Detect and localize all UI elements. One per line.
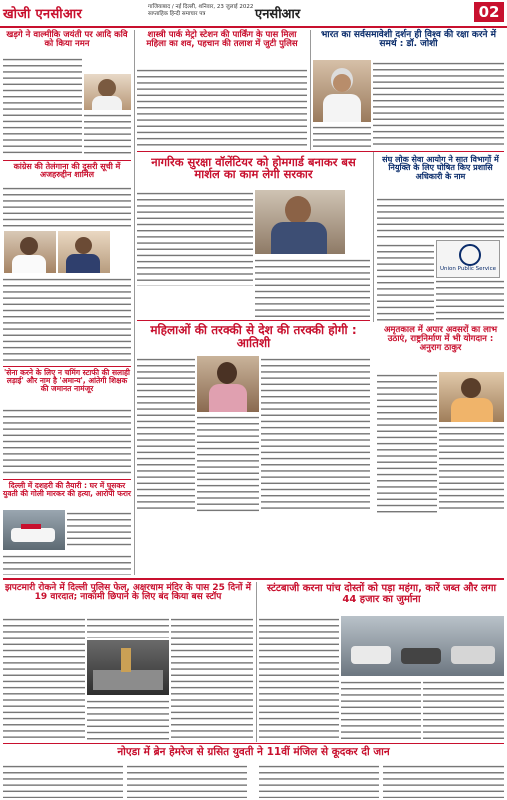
congress-photo-1: [4, 231, 56, 273]
civil-body-2: [255, 257, 370, 317]
kharge-headline: खड़गे ने वाल्मीकि जयंती पर आदि कवि को किया नमन: [6, 30, 128, 49]
delhi-headline: दिल्ली में दशहरी की तैयारी : घर में घुसकर युवती की गोली मारकर की हत्या, आरोपी फरार: [3, 481, 131, 498]
delhi-body-2: [3, 553, 131, 575]
delhi-body: [67, 510, 131, 550]
civil-body: [137, 190, 253, 286]
anurag-photo: [439, 372, 504, 422]
stunt-photo: [341, 616, 504, 676]
upsc-body: [377, 196, 504, 241]
kharge-body-2: [84, 112, 131, 156]
sena-body: [3, 407, 131, 477]
newspaper-logo: खोजी एनसीआर: [3, 7, 83, 22]
jhapat-photo: [87, 640, 169, 695]
jhapat-body: [3, 616, 85, 740]
masthead: [0, 0, 507, 28]
police-car-photo: [3, 510, 65, 550]
congress-body: [3, 185, 131, 229]
noida-body-2: [127, 763, 247, 798]
stunt-body-3: [423, 679, 504, 740]
women-body-2: [197, 414, 259, 513]
anurag-headline: अमृतकाल में अपार अवसरों का लाभ उठाएं, राष्ट्रनिर्माण में भी योगदान : अनुराग ठाकुर: [383, 325, 498, 353]
stunt-body-2: [341, 679, 421, 740]
stunt-headline: स्टंटबाजी करना पांच दोस्तों को पड़ा महंगा, कारें जब्त और लगा 44 हजार का जुर्माना: [266, 583, 497, 605]
kharge-body: [3, 56, 82, 156]
joshi-photo: [313, 60, 371, 122]
jhapat-body-3: [87, 698, 169, 740]
women-body-3: [261, 356, 370, 513]
anurag-body-2: [439, 424, 504, 513]
jhapat-body-2: [87, 616, 169, 638]
metro-body: [137, 67, 307, 147]
dateline: गाजियाबाद / नई दिल्ली, शनिवार, 23 जुलाई 2022 साप्ताहिक हिन्दी समाचार पत्र: [148, 4, 254, 17]
noida-body-4: [383, 763, 504, 798]
sena-headline: 'सेना करने के लिए न चमिंग स्टाफी की सलाही लड़ाई' और नाम है 'अमान्य', आंतेगी शिक्षक की जमानत नामंजूर: [4, 368, 130, 393]
noida-body: [3, 763, 123, 798]
women-headline: महिलाओं की तरक्की से देश की तरक्की होगी : आतिशी: [150, 323, 357, 350]
upsc-logo: [436, 240, 500, 278]
congress-body-2: [3, 276, 131, 364]
page-number: 02: [474, 2, 504, 22]
darshan-body-2: [313, 124, 371, 148]
stunt-body: [259, 616, 339, 740]
upsc-body-2: [377, 242, 434, 322]
women-body: [137, 356, 195, 513]
upsc-logo-caption: Union Public Service: [440, 266, 496, 272]
metro-headline: शास्त्री पार्क मेट्रो स्टेशन की पार्किंग के पास मिला महिला का शव, पहचान की तलाश में जुटी पुलिस: [146, 30, 298, 49]
atishi-photo: [197, 356, 259, 412]
kharge-photo: [84, 74, 131, 110]
jhapat-headline: झपटमारी रोकने में दिल्ली पुलिस फेल, अक्षरधाम मंदिर के पास 25 दिनों में 19 वारदात; नाकामी छिपाने के लिए बंद किया बस स्टॉप: [5, 583, 251, 603]
upsc-body-3: [436, 278, 504, 322]
noida-body-3: [259, 763, 379, 798]
section-title: एनसीआर: [255, 7, 301, 22]
anurag-body: [377, 372, 437, 513]
congress-photo-2: [58, 231, 110, 273]
kejriwal-photo: [255, 190, 345, 254]
noida-headline: नोएडा में ब्रेन हेमरेज से ग्रसित युवती ने 11वीं मंजिल से कूदकर दी जान: [117, 746, 390, 758]
upsc-headline: संघ लोक सेवा आयोग ने सात विभागों में नियुक्ति के लिए घोषित किए प्रशासि अधिकारी के नाम: [382, 155, 499, 181]
congress-headline: कांग्रेस की तेलंगाना की दूसरी सूची में अजहरुद्दीन शामिल: [13, 162, 121, 180]
darshan-body: [373, 60, 504, 148]
jhapat-body-4: [171, 616, 253, 740]
darshan-headline: भारत का सर्वसमावेशी दर्शन ही विश्व की रक्षा करने में समर्थ : डॉ. जोशी: [320, 30, 497, 50]
civil-headline: नागरिक सुरक्षा वॉलेंटियर को होमगार्ड बनाकर बस मार्शल का काम लेगी सरकार: [151, 155, 356, 182]
